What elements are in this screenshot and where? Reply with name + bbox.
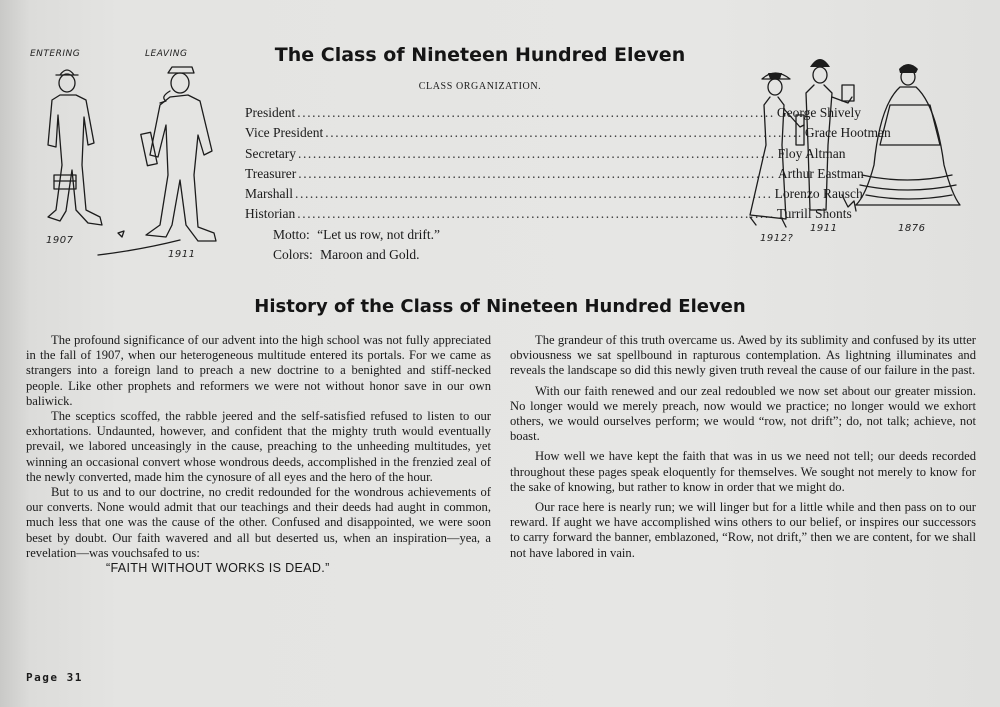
motto-label: Motto:	[273, 226, 310, 242]
year-leaving: 1911	[168, 249, 196, 260]
officer-name: George Shively	[776, 105, 861, 120]
leader-dots: ................................................................................................	[297, 206, 775, 222]
officer-row	[245, 204, 852, 224]
officer-role: Treasurer	[245, 165, 297, 181]
history-right-column	[510, 333, 976, 566]
leader-dots: ................................................................................................	[297, 145, 776, 161]
officer-row	[245, 144, 846, 164]
officer-name: Lorenzo Rausch	[774, 186, 863, 202]
history-slogan: “FAITH WITHOUT WORKS IS DEAD.”	[106, 561, 330, 576]
leader-dots: ................................................................................................	[325, 125, 803, 141]
colors-value: Maroon and Gold.	[320, 247, 420, 263]
officer-name: Grace Hootman	[804, 125, 891, 141]
students-drawing	[20, 45, 220, 265]
year-1876: 1876	[898, 223, 926, 234]
officer-role: Marshall	[245, 186, 293, 202]
colors-label: Colors:	[273, 247, 313, 263]
officer-row	[245, 164, 864, 184]
officer-role: Vice President	[245, 125, 324, 141]
officer-row	[245, 123, 891, 143]
fashion-sketch	[730, 45, 980, 250]
history-paragraph: The grandeur of this truth overcame us. Awed by its sublimity and confused by its utter obviousness we sat spellbound in rapturous contemplation. As lightning illuminates and reveals the landscape so did this newly given truth reveal the cause of our failure in the past.	[510, 333, 976, 378]
class-colors	[245, 245, 715, 265]
history-paragraph: Our race here is nearly run; we will linger but for a little while and then pass on to our reward. If aught we have accomplished wins others to our belief, or inspires our successors to carry forward the banner, emblazoned, “Row, not drift,” then we are content, for we shall not have labored in vain.	[510, 500, 976, 560]
officer-name: Arthur Eastman	[777, 165, 864, 181]
year-entering: 1907	[46, 235, 74, 246]
officer-role: Historian	[245, 206, 296, 222]
history-paragraph: But to us and to our doctrine, no credit redounded for the wondrous achievements of our converts. None would admit that our teachings and their deeds had aught in common, much less that one was the cause of the other. Confused and disappointed, we were soon beset by doubt. Our faith wavered and all but deserted us, when an inspiration—yea, a revelation—was vouchsafed to us:	[26, 485, 491, 560]
history-paragraph: The sceptics scoffed, the rabble jeered and the self-satisfied refused to listen to our exhortations. Undaunted, however, and confident that the mighty truth would eventually prevail, we labored unceasingly in the cause, preaching to the unheeding multitudes, yet winning an occasional convert whose wondrous deeds, accomplished in the frenzied zeal of the newly converted, made him the cynosure of all eyes and the hero of the hour.	[26, 409, 491, 484]
year-1911: 1911	[810, 223, 838, 234]
year-1912: 1912?	[760, 233, 794, 244]
leaving-label: LEAVING	[145, 49, 188, 59]
leader-dots: ................................................................................................	[295, 186, 773, 202]
motto-value: “Let us row, not drift.”	[317, 226, 440, 242]
officer-role: President	[245, 105, 296, 120]
history-paragraph: With our faith renewed and our zeal redoubled we now set about our greater mission. No longer would we merely preach, now would we practice; no longer would we exhort others, we would ourselves perform; we would “row, not drift”; do, not talk; achieve, not boast.	[510, 383, 976, 444]
leader-dots: ................................................................................................	[298, 165, 776, 181]
page-title: The Class of Nineteen Hundred Eleven	[274, 44, 686, 66]
officer-name: Turrill Shonts	[776, 206, 852, 222]
history-paragraph: How well we have kept the faith that was in us we need not tell; our deeds recorded throughout these pages speak eloquently for themselves. We sought not merely to know for the sake of knowing, but rather to know in order that we might do.	[510, 449, 976, 494]
officer-row	[245, 103, 861, 123]
history-left-column	[26, 333, 491, 576]
entering-label: ENTERING	[30, 49, 81, 59]
class-organization-heading: CLASS ORGANIZATION.	[418, 81, 542, 92]
leader-dots: ................................................................................................	[297, 105, 775, 120]
class-motto	[245, 225, 715, 245]
officer-name: Floy Altman	[777, 145, 846, 161]
officer-role: Secretary	[245, 145, 296, 161]
ladies-drawing	[730, 45, 980, 250]
entering-leaving-sketch	[20, 45, 220, 265]
page-number: Page 31	[26, 671, 83, 684]
history-paragraph: The profound significance of our advent into the high school was not fully appreciated in the fall of 1907, when our heterogeneous multitude entered its portals. For we came as strangers into a foreign land to preach a new doctrine to a benighted and stiff-necked people. Like other prophets and reformers we were not without honor save in our own baliwick.	[26, 333, 491, 408]
history-title: History of the Class of Nineteen Hundred Eleven	[254, 296, 746, 317]
officer-row	[245, 184, 863, 204]
